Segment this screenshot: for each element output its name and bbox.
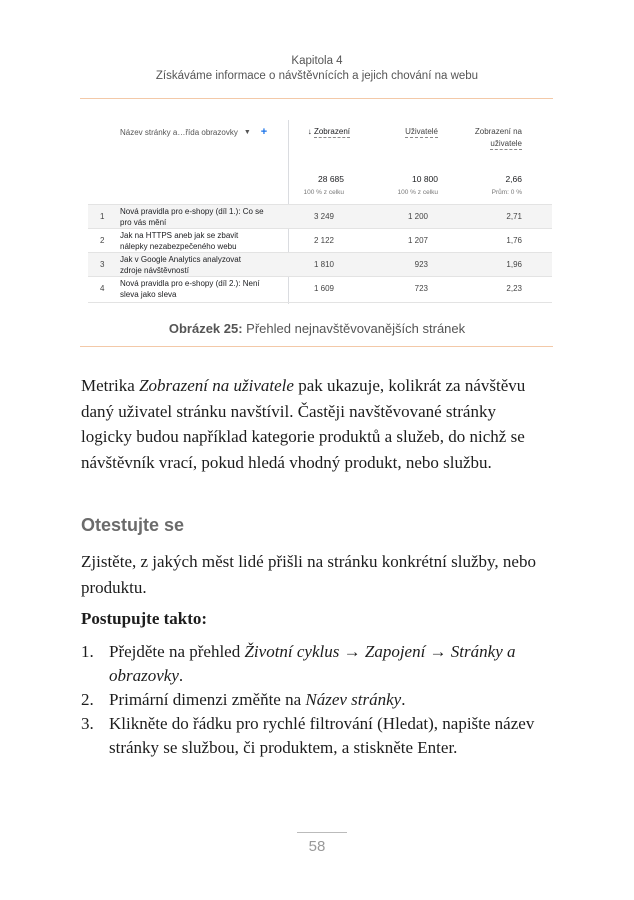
metric-header-views-per-user[interactable]: [442, 126, 522, 150]
plus-icon[interactable]: +: [260, 126, 268, 138]
row-index: 2: [100, 236, 105, 245]
paragraph-metric-explanation: [81, 373, 551, 475]
steps-title: Postupujte takto:: [81, 609, 208, 628]
list-item-emphasis: Název stránky: [305, 690, 402, 709]
row-page-title-line2: sleva jako sleva: [120, 289, 177, 299]
table-row[interactable]: [88, 276, 552, 301]
row-page-title-line1: Jak v Google Analytics analyzovat: [120, 255, 241, 264]
row-page-title-line1: Nová pravidla pro e-shopy (díl 2.): Není: [120, 279, 260, 288]
row-page-title-line1: Jak na HTTPS aneb jak se zbavit: [120, 231, 239, 240]
dimension-header-label: Název stránky a…řída obrazovky: [120, 127, 238, 137]
row-views-per-user: 1,76: [506, 236, 522, 245]
row-views: 2 122: [313, 236, 334, 245]
subtotal-users: 100 % z celku: [397, 189, 438, 196]
metric-header-label-line1: Zobrazení na: [474, 127, 522, 136]
row-index: 1: [100, 212, 105, 221]
list-item-number: 3.: [81, 714, 94, 733]
row-views: 1 609: [313, 284, 334, 293]
section-heading: Otestujte se: [81, 515, 185, 535]
row-page-title[interactable]: [120, 279, 285, 300]
list-item-text: .: [401, 690, 406, 709]
row-index: 4: [100, 284, 105, 293]
subtotal-views: 100 % z celku: [303, 189, 344, 196]
list-item: [81, 712, 556, 760]
header-divider: [80, 98, 553, 99]
row-views-per-user: 2,23: [506, 284, 522, 293]
caption-divider: [80, 346, 553, 347]
page-number: 58: [308, 838, 326, 855]
list-item: [81, 688, 556, 712]
total-users: 10 800: [412, 174, 438, 184]
list-item-number: 1.: [81, 642, 94, 661]
table-row[interactable]: [88, 228, 552, 253]
metric-header-label: Uživatelé: [405, 127, 438, 136]
row-page-title[interactable]: [120, 231, 285, 252]
row-views-per-user: 2,71: [506, 212, 522, 221]
paragraph-emphasis: Zobrazení na uživatele: [139, 376, 294, 395]
row-page-title-line2: zdroje návštěvností: [120, 265, 189, 275]
figure-caption: [0, 321, 634, 336]
running-header: [0, 54, 634, 84]
paragraph-text: Metrika: [81, 376, 140, 395]
total-views: 28 685: [318, 174, 344, 184]
analytics-table-figure: [88, 116, 556, 304]
metric-header-label: Zobrazení: [313, 127, 350, 136]
list-item-emphasis: Životní cyklus → Zapojení → Stránky a obrazovky: [109, 642, 516, 685]
row-page-title-line2: pro vás mění: [120, 217, 167, 227]
list-item: [81, 640, 556, 688]
table-row[interactable]: [88, 204, 552, 229]
dimension-header[interactable]: [120, 126, 267, 138]
figure-caption-text: Přehled nejnavštěvovanějších stránek: [242, 321, 466, 336]
chapter-label: Kapitola 4: [291, 55, 343, 67]
metric-header-label-line2: uživatele: [490, 139, 522, 148]
steps-list: [81, 640, 556, 760]
footer-divider: [297, 832, 347, 833]
table-bottom-border: [88, 302, 552, 303]
chapter-subtitle: Získáváme informace o návštěvnících a jejich chování na webu: [155, 70, 479, 82]
paragraph-text: pak ukazuje, kolikrát za návštěvu daný uživatel stránku navštívil. Častěji navštěvované stránky logicky budou například kategorie produktů a služeb, do nichž se návštěvník vrací, pokud hledá vhodný produkt, nebo službu.: [81, 376, 526, 472]
metric-header-views[interactable]: [260, 126, 350, 138]
row-index: 3: [100, 260, 105, 269]
row-users: 1 200: [407, 212, 428, 221]
table-row[interactable]: [88, 252, 552, 277]
list-item-number: 2.: [81, 690, 94, 709]
list-item-text: Primární dimenzi změňte na: [109, 690, 306, 709]
row-page-title-line1: Nová pravidla pro e-shopy (díl 1.): Co se: [120, 207, 264, 216]
metric-header-users[interactable]: [358, 126, 438, 138]
row-views-per-user: 1,96: [506, 260, 522, 269]
row-views: 3 249: [313, 212, 334, 221]
row-users: 1 207: [407, 236, 428, 245]
row-page-title[interactable]: [120, 255, 285, 276]
row-users: 723: [414, 284, 428, 293]
caret-down-icon[interactable]: ▼: [243, 128, 251, 136]
total-views-per-user: 2,66: [505, 174, 522, 184]
arrow-down-icon: ↓: [307, 127, 312, 136]
list-item-text: .: [178, 666, 184, 685]
subtotal-views-per-user: Prům: 0 %: [491, 189, 522, 196]
row-page-title-line2: nálepky nezabezpečeného webu: [120, 241, 237, 251]
list-item-text: Přejděte na přehled: [109, 642, 245, 661]
row-page-title[interactable]: [120, 207, 285, 228]
row-views: 1 810: [313, 260, 334, 269]
paragraph-task: Zjistěte, z jakých měst lidé přišli na stránku konkrétní služby, nebo produktu.: [81, 552, 536, 597]
list-item-text: Klikněte do řádku pro rychlé filtrování (Hledat), napište název stránky se službou, či produktem, a stiskněte Enter.: [109, 714, 535, 757]
row-users: 923: [414, 260, 428, 269]
figure-caption-label: Obrázek 25:: [168, 321, 243, 336]
